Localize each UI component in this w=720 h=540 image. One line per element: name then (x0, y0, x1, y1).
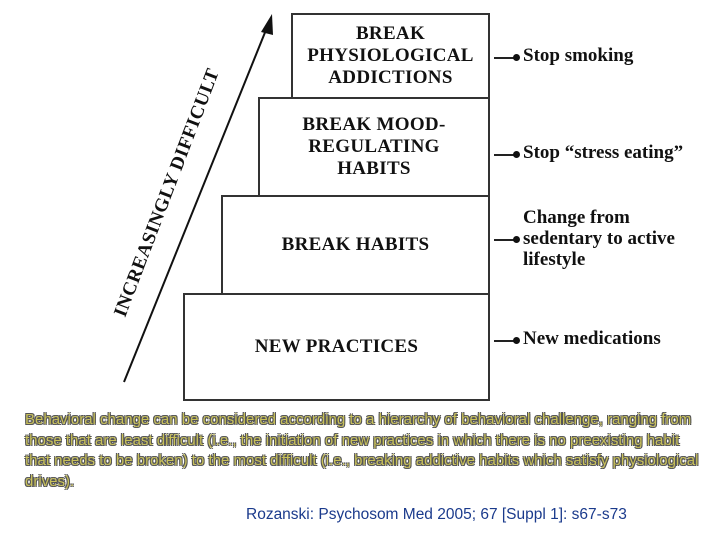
example-stop-smoking: Stop smoking (523, 45, 634, 66)
figure-caption: Behavioral change can be considered according to a hierarchy of behavioral challenge, ranging from those that are least difficult (i.e., the initiation of new practices in which there is no preexisting habit that needs to be broken) to the most difficult (i.e., breaking addictive habits which satisfy physiological drives). (25, 411, 699, 490)
example-stop-stress-eating: Stop “stress eating” (523, 142, 684, 163)
svg-text:INCREASINGLY DIFFICULT (110, 66, 224, 320)
citation: Rozanski: Psychosom Med 2005; 67 [Suppl 1]: s67-s73 (246, 506, 627, 523)
difficulty-arrowhead (261, 14, 273, 35)
level-label-break-physiological-addictions: BREAK PHYSIOLOGICAL ADDICTIONS (307, 23, 474, 88)
difficulty-axis-label: INCREASINGLY DIFFICULT (110, 65, 224, 320)
level-label-break-habits: BREAK HABITS (281, 234, 430, 255)
example-change-to-active-lifestyle: Change from sedentary to active lifestyle (523, 207, 675, 270)
difficulty-arrow-line (124, 25, 268, 382)
example-new-medications: New medications (523, 328, 661, 349)
level-label-new-practices: NEW PRACTICES (254, 336, 419, 357)
level-label-break-mood-regulating-habits: BREAK MOOD- REGULATING HABITS (302, 114, 446, 179)
